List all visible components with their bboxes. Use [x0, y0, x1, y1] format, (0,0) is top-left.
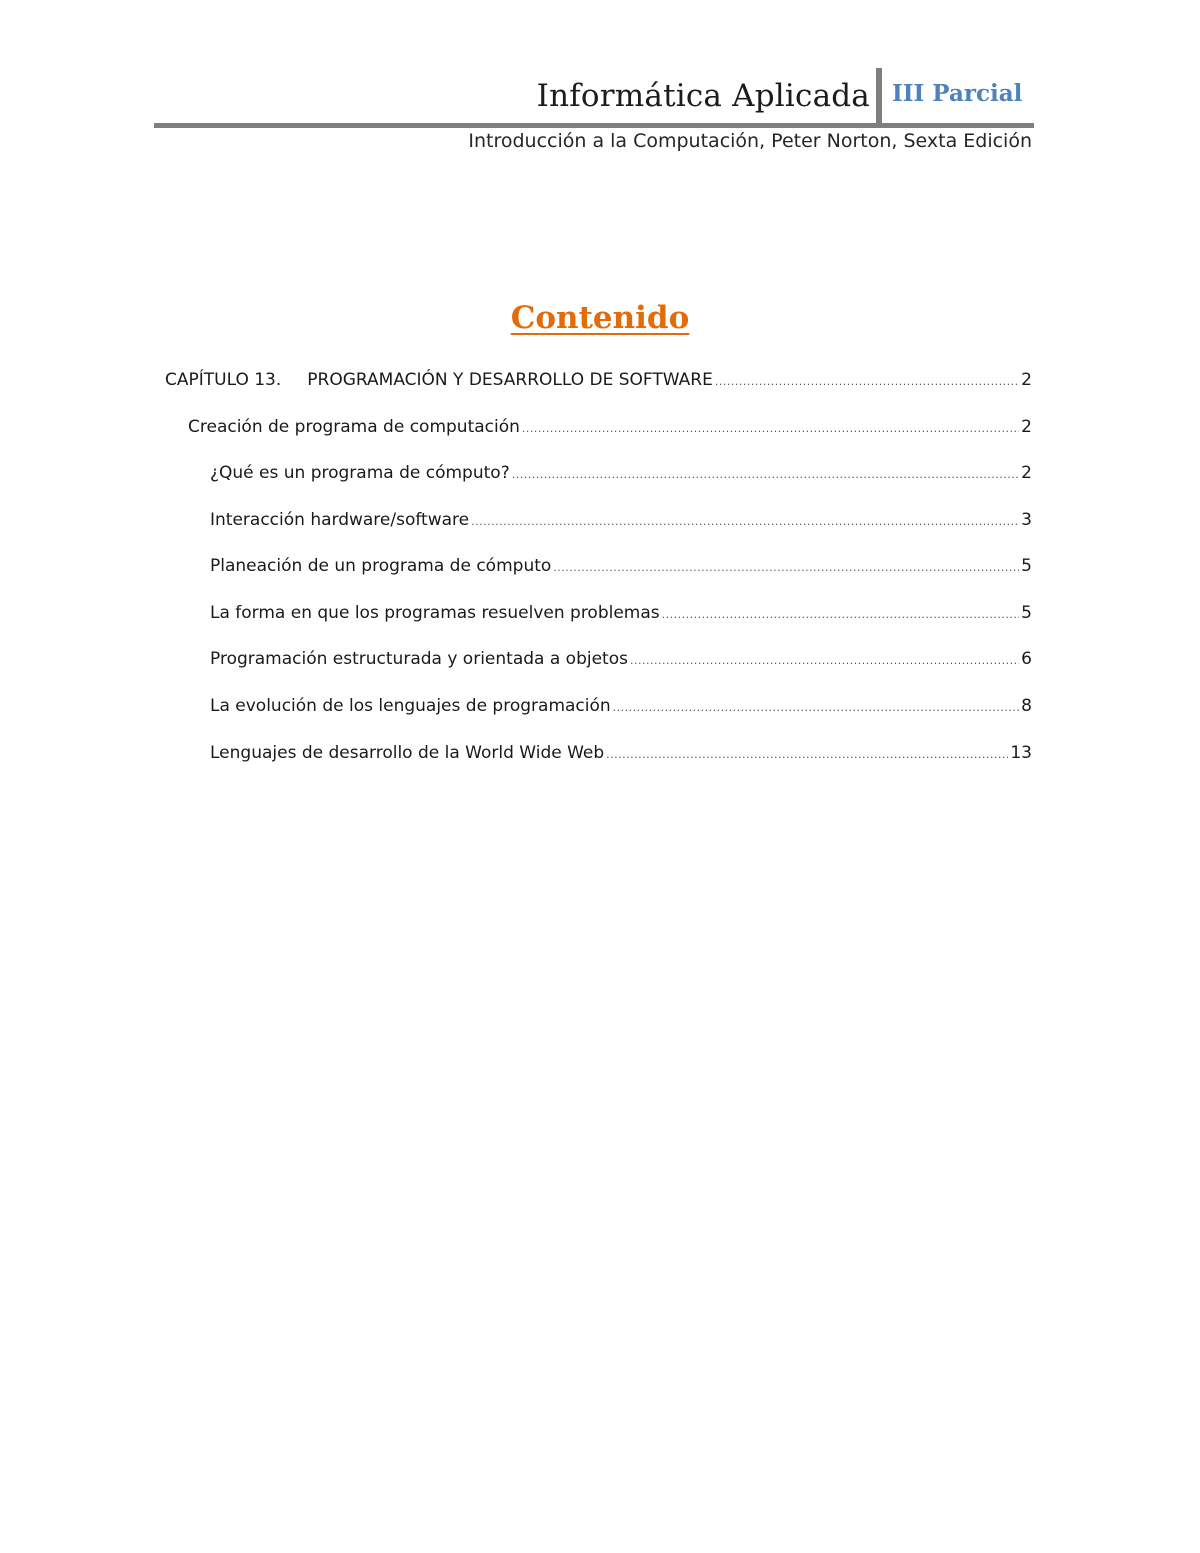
- toc-entry-subsection[interactable]: [210, 741, 1032, 765]
- toc-page-number: 2: [1021, 417, 1032, 437]
- toc-dot-leader: [662, 601, 1020, 627]
- toc-entry-label: La forma en que los programas resuelven problemas: [210, 603, 660, 623]
- toc-entry-label: Planeación de un programa de cómputo: [210, 556, 552, 576]
- toc-entry-label: La evolución de los lenguajes de programación: [210, 696, 611, 716]
- toc-entry-label: PROGRAMACIÓN Y DESARROLLO DE SOFTWARE: [307, 370, 713, 390]
- toc-dot-leader: [522, 415, 1019, 441]
- toc-entry-subsection[interactable]: [210, 554, 1032, 578]
- toc-dot-leader: [606, 741, 1008, 767]
- toc-dot-leader: [553, 554, 1019, 580]
- toc-chapter-number: CAPÍTULO 13.: [165, 370, 282, 390]
- toc-entry-subsection[interactable]: [210, 601, 1032, 625]
- toc-dot-leader: [512, 461, 1019, 487]
- toc-entry-subsection[interactable]: [210, 508, 1032, 532]
- document-subtitle: Introducción a la Computación, Peter Norton, Sexta Edición: [468, 130, 1032, 152]
- toc-dot-leader: [471, 508, 1019, 534]
- toc-entry-section[interactable]: [188, 415, 1032, 439]
- document-title: Informática Aplicada: [536, 78, 870, 114]
- toc-page-number: 6: [1021, 649, 1032, 669]
- toc-heading: Contenido: [510, 300, 690, 336]
- toc-page-number: 13: [1010, 743, 1032, 763]
- toc-entry-subsection[interactable]: [210, 461, 1032, 485]
- toc-entry-label: Creación de programa de computación: [188, 417, 520, 437]
- toc-dot-leader: [630, 647, 1019, 673]
- toc-page-number: 2: [1021, 370, 1032, 390]
- header-horizontal-rule: [154, 123, 1034, 128]
- toc-dot-leader: [715, 368, 1019, 394]
- toc-page-number: 5: [1021, 556, 1032, 576]
- toc-page-number: 3: [1021, 510, 1032, 530]
- toc-entry-label: Interacción hardware/software: [210, 510, 470, 530]
- toc-page-number: 5: [1021, 603, 1032, 623]
- toc-dot-leader: [613, 694, 1020, 720]
- header-vertical-divider: [876, 68, 882, 124]
- section-label: III Parcial: [892, 80, 1023, 107]
- toc-page-number: 8: [1021, 696, 1032, 716]
- toc-entry-label: ¿Qué es un programa de cómputo?: [210, 463, 510, 483]
- toc-entry-label: Programación estructurada y orientada a objetos: [210, 649, 628, 669]
- toc-entry-subsection[interactable]: [210, 647, 1032, 671]
- toc-entry-subsection[interactable]: [210, 694, 1032, 718]
- toc-entry-chapter[interactable]: [165, 368, 1032, 392]
- toc-page-number: 2: [1021, 463, 1032, 483]
- toc-entry-label: Lenguajes de desarrollo de la World Wide Web: [210, 743, 605, 763]
